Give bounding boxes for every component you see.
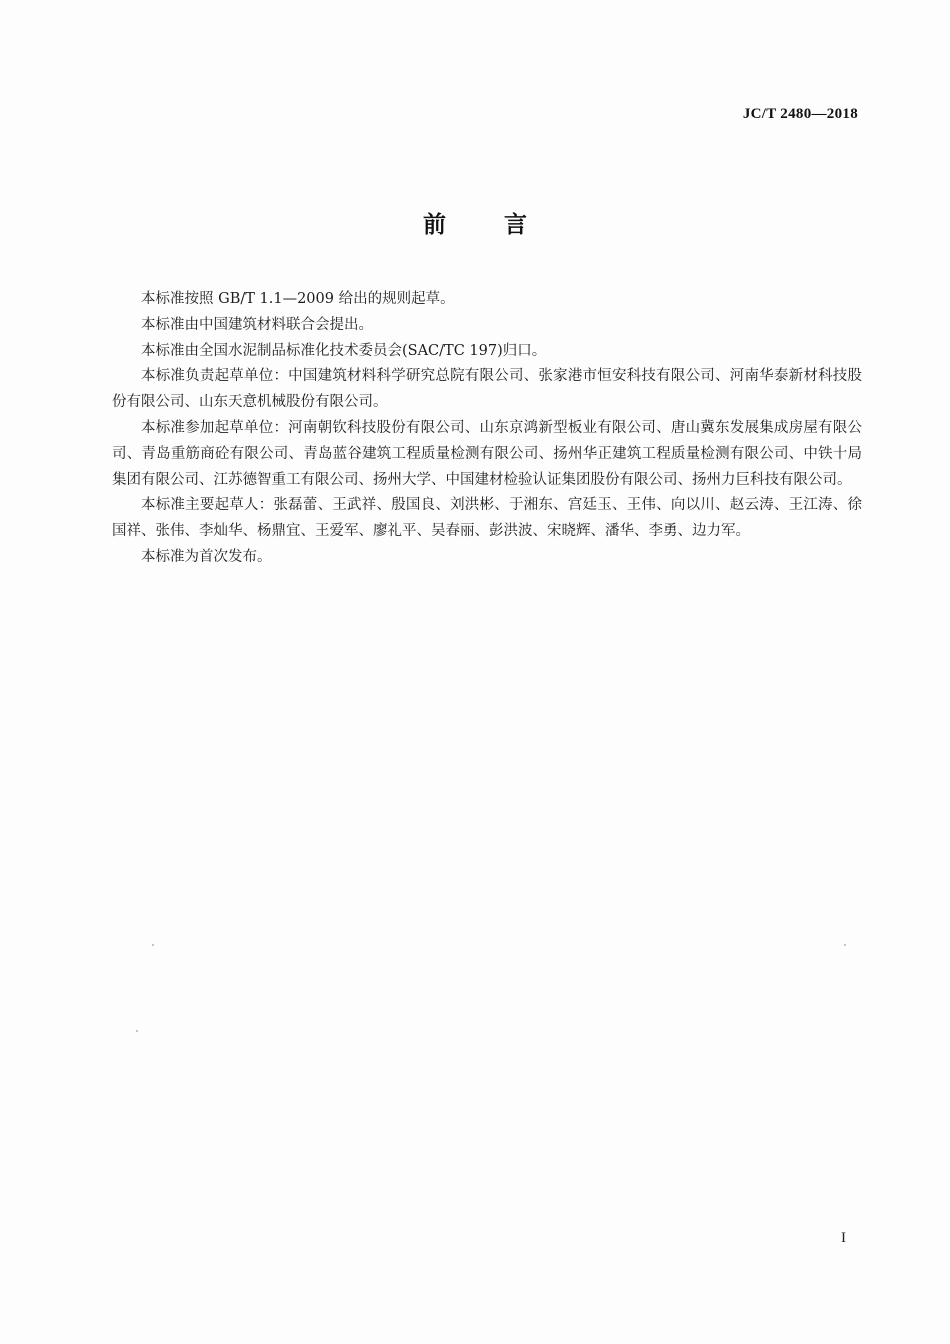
paragraph-first-release: 本标准为首次发布。 <box>141 548 272 565</box>
paragraph-administered-by: 本标准由全国水泥制品标准化技术委员会(SAC/TC 197)归口。 <box>141 342 547 359</box>
paragraph-lead-drafting-units: 本标准负责起草单位：中国建筑材料科学研究总院有限公司、张家港市恒安科技有限公司、河南华泰新材科技股份有限公司、山东天意机械股份有限公司。 <box>112 368 862 411</box>
paragraph-main-drafters: 本标准主要起草人：张磊蕾、王武祥、殷国良、刘洪彬、于湘东、宫廷玉、王伟、向以川、赵云涛、王江涛、徐国祥、张伟、李灿华、杨鼎宜、王爱军、廖礼平、吴春丽、彭洪波、宋晓辉、潘华、李勇、边力军。 <box>112 497 862 540</box>
page-title: 前言 <box>423 212 585 238</box>
page-number: I <box>841 1230 846 1246</box>
paragraph-drafting-rules: 本标准按照 GB/T 1.1—2009 给出的规则起草。 <box>141 291 455 307</box>
scan-speck <box>152 944 154 946</box>
paragraph-proposed-by: 本标准由中国建筑材料联合会提出。 <box>141 316 373 333</box>
scan-speck <box>136 1030 138 1032</box>
foreword-body <box>112 287 862 571</box>
paragraph-participating-units: 本标准参加起草单位：河南朝钦科技股份有限公司、山东京鸿新型板业有限公司、唐山冀东发展集成房屋有限公司、青岛重筋商砼有限公司、青岛蓝谷建筑工程质量检测有限公司、扬州华正建筑工程质量检测有限公司、中铁十局集团有限公司、江苏德智重工有限公司、扬州大学、中国建材检验认证集团股份有限公司、扬州力巨科技有限公司。 <box>112 419 862 488</box>
standard-number: JC/T 2480—2018 <box>742 106 858 122</box>
scan-speck <box>844 944 846 946</box>
